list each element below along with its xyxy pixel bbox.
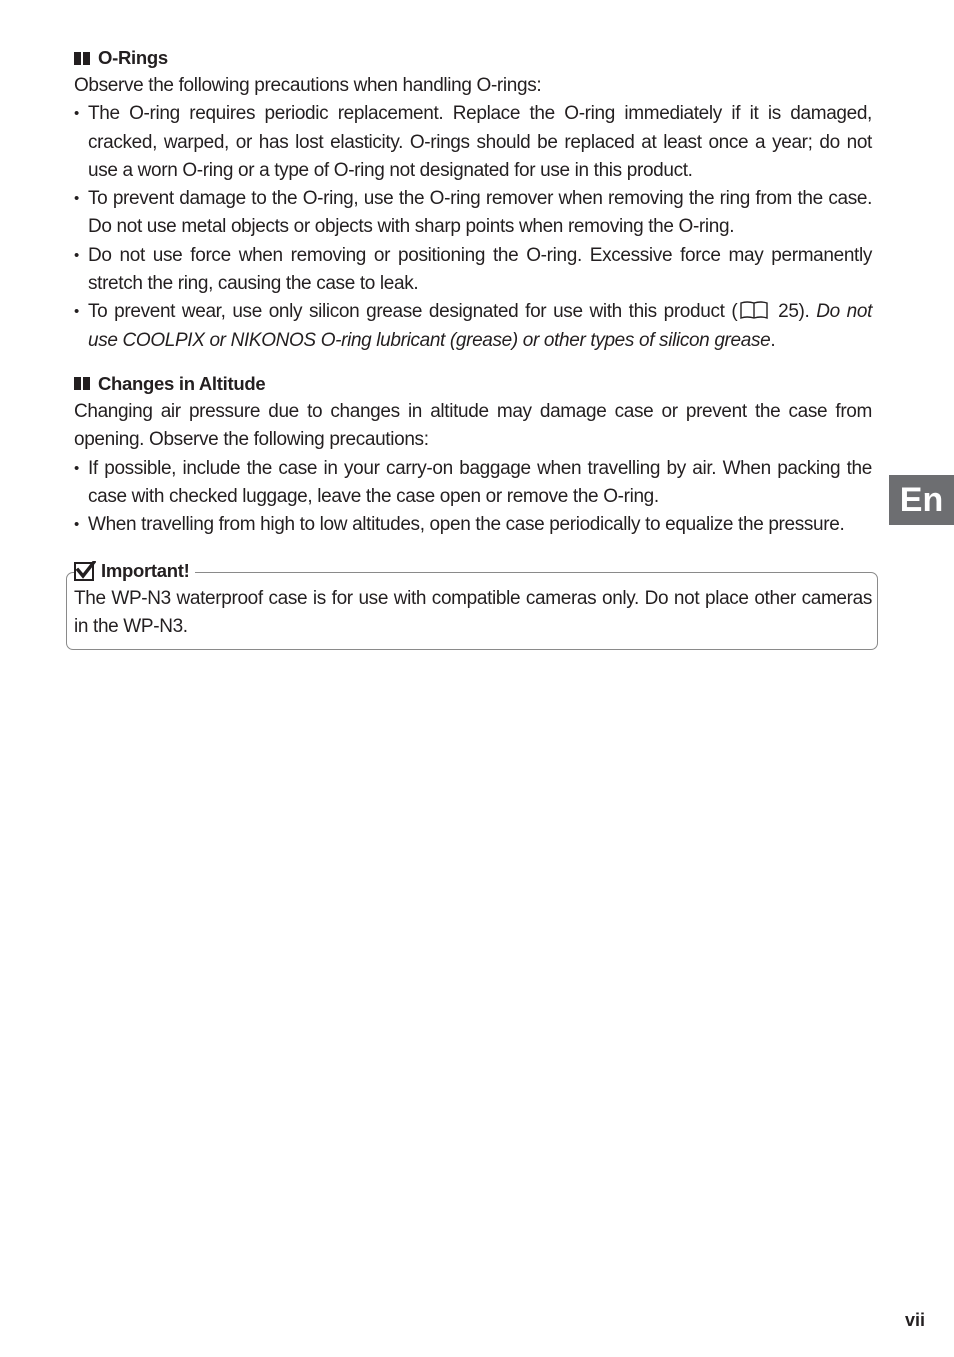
important-title-text: Important! xyxy=(101,560,190,581)
section-marker-icon xyxy=(74,52,92,65)
list-item: • To prevent damage to the O-ring, use the O-ring remover when removing the ring from the case. Do not use metal objects or objects with sharp points when removing the O-ring. xyxy=(74,185,872,242)
list-item xyxy=(74,298,872,355)
book-icon xyxy=(739,300,769,320)
orings-heading xyxy=(74,44,872,72)
orings-heading-text: O-Rings xyxy=(98,47,168,68)
list-item: • If possible, include the case in your carry-on baggage when travelling by air. When packing the case with checked luggage, leave the case open or remove the O-ring. xyxy=(74,455,872,512)
grease-warning: Do not use COOLPIX or NIKONOS O-ring lubricant (grease) or other types of silicon grease xyxy=(88,301,872,351)
grease-text: To prevent wear, use only silicon grease designated for use with this product ( xyxy=(88,301,738,323)
list-item: • The O-ring requires periodic replacement. Replace the O-ring immediately if it is damaged, cracked, warped, or has lost elasticity. O-rings should be replaced at least once a year; do not use a worn O-ring or a type of O-ring not designated for use in this product. xyxy=(74,100,872,185)
orings-bullet-list xyxy=(74,100,872,355)
altitude-heading xyxy=(74,370,872,398)
sentence-end: . xyxy=(770,329,776,351)
important-title xyxy=(74,558,195,584)
section-marker-icon xyxy=(74,377,92,390)
list-item: • When travelling from high to low altitudes, open the case periodically to equalize the pressure. xyxy=(74,511,872,539)
orings-intro: Observe the following precautions when handling O-rings: xyxy=(74,75,542,96)
language-tab: En xyxy=(889,475,954,525)
list-item: • Do not use force when removing or positioning the O-ring. Excessive force may permanently stretch the ring, causing the case to leak. xyxy=(74,242,872,299)
altitude-intro: Changing air pressure due to changes in altitude may damage case or prevent the case from opening. Observe the following precautions: xyxy=(74,400,872,451)
checkmark-icon xyxy=(74,561,96,581)
altitude-bullet-list xyxy=(74,455,872,540)
altitude-heading-text: Changes in Altitude xyxy=(98,372,266,394)
important-text: The WP-N3 waterproof case is for use with compatible cameras only. Do not place other cameras in the WP-N3. xyxy=(74,588,872,638)
page-reference: 25). xyxy=(771,301,817,323)
page-number: vii xyxy=(905,1310,926,1330)
page-content xyxy=(74,44,872,539)
